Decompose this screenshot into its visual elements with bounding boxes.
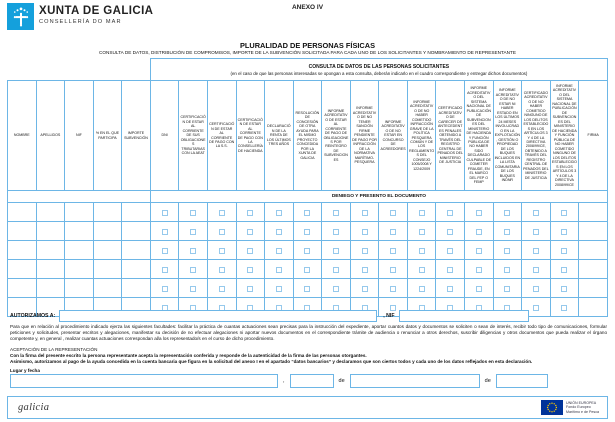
deny-checkbox[interactable] — [533, 286, 539, 292]
deny-checkbox[interactable] — [247, 267, 253, 273]
deny-checkbox-cell — [207, 222, 236, 241]
deny-checkbox[interactable] — [219, 286, 225, 292]
data-entry-cell[interactable] — [65, 222, 94, 241]
data-entry-cell[interactable] — [65, 241, 94, 260]
place-date-label: Lugar y fecha — [10, 368, 40, 373]
eu-label-line2: Fondo Europeo — [566, 405, 591, 410]
deny-checkbox[interactable] — [419, 210, 425, 216]
eu-flag-icon — [541, 400, 563, 415]
data-entry-cell[interactable] — [65, 203, 94, 222]
signature-cell[interactable] — [579, 203, 608, 222]
authorized-person-input[interactable] — [59, 310, 377, 322]
data-entry-cell[interactable] — [36, 279, 65, 298]
deny-checkbox-cell — [265, 241, 294, 260]
deny-checkbox[interactable] — [162, 248, 168, 254]
deny-checkbox-cell — [293, 203, 322, 222]
column-header-19: CERTIFICADO ACREDITATIVO DE NO HABER COMETIDO NINGUNO DE LOS DELITOS ESTABLECIDOS EN LOS ARTÍCULOS 3 Y 4 DE LA DIRECTIVA 2008/99/CE, OBTENIDO A TRAVÉS DEL REGISTRO CENTRAL DE PENADOS DEL MINISTERIO DE JUSTICIA — [522, 81, 551, 191]
deny-checkbox[interactable] — [247, 286, 253, 292]
deny-checkbox-cell — [150, 279, 179, 298]
data-entry-cell[interactable] — [122, 222, 151, 241]
deny-checkbox[interactable] — [447, 267, 453, 273]
column-header-7: CERTIFICACIÓN DE ESTAR AL CORRIENTE DE SUS OBLIGACIONES TRIBUTARIAS CON LA AEAT — [179, 81, 208, 191]
data-entry-cell[interactable] — [93, 241, 122, 260]
deny-checkbox-cell — [293, 241, 322, 260]
deny-checkbox[interactable] — [476, 229, 482, 235]
deny-checkbox-cell — [265, 260, 294, 279]
deny-checkbox[interactable] — [276, 229, 282, 235]
consulta-datos-header — [150, 59, 607, 81]
eu-label-line1: UNIÓN EUROPEA — [566, 400, 597, 405]
deny-checkbox[interactable] — [561, 248, 567, 254]
data-entry-cell[interactable] — [36, 203, 65, 222]
deny-checkbox-cell — [465, 222, 494, 241]
eu-funding-block — [541, 400, 599, 415]
deny-checkbox-cell — [322, 203, 351, 222]
deny-checkbox[interactable] — [504, 248, 510, 254]
deny-checkbox-cell — [379, 203, 408, 222]
deny-checkbox[interactable] — [190, 210, 196, 216]
deny-checkbox-cell — [236, 260, 265, 279]
deny-checkbox-cell — [322, 260, 351, 279]
deny-checkbox-cell — [179, 279, 208, 298]
data-entry-cell[interactable] — [8, 279, 37, 298]
deny-checkbox[interactable] — [533, 267, 539, 273]
deny-checkbox[interactable] — [333, 286, 339, 292]
deny-checkbox-cell — [236, 279, 265, 298]
deny-checkbox-cell — [550, 279, 579, 298]
deny-checkbox-cell — [493, 203, 522, 222]
deniego-row-left-cell — [8, 191, 151, 203]
deny-checkbox[interactable] — [533, 229, 539, 235]
deny-checkbox-cell — [236, 241, 265, 260]
deny-checkbox[interactable] — [447, 210, 453, 216]
consulta-header-spacer — [8, 59, 151, 81]
year-input[interactable] — [496, 374, 548, 388]
deny-checkbox-cell — [379, 260, 408, 279]
eu-label-line3: Marítimo e de Pesca — [566, 409, 599, 414]
day-input[interactable] — [290, 374, 334, 388]
deny-checkbox-cell — [350, 203, 379, 222]
deny-checkbox[interactable] — [504, 267, 510, 273]
data-entry-cell[interactable] — [36, 241, 65, 260]
deny-checkbox-cell — [265, 222, 294, 241]
deny-checkbox-cell — [493, 241, 522, 260]
deny-checkbox-cell — [493, 222, 522, 241]
deny-checkbox-cell — [493, 279, 522, 298]
form-subtitle: CONSULTA DE DATOS, DISTRIBUCIÓN DE COMPROMISOS, IMPORTE DE LA SUBVENCIÓN SOLICITADA PARA CADA UNO DE LOS SOLICITANTES Y NOMBRAMIENTO DE REPRESENTANTE — [98, 50, 516, 55]
place-date-row — [10, 374, 548, 388]
applicant-row-2 — [8, 222, 608, 241]
column-header-2: APELLIDOS — [36, 81, 65, 191]
deny-checkbox[interactable] — [333, 210, 339, 216]
deny-checkbox-cell — [465, 260, 494, 279]
deny-checkbox-cell — [550, 260, 579, 279]
deny-checkbox[interactable] — [390, 267, 396, 273]
deny-checkbox-cell — [207, 241, 236, 260]
signature-cell[interactable] — [579, 279, 608, 298]
deny-checkbox-cell — [150, 241, 179, 260]
applicant-row-3 — [8, 241, 608, 260]
data-entry-cell[interactable] — [65, 279, 94, 298]
data-entry-cell[interactable] — [36, 222, 65, 241]
deny-checkbox-cell — [207, 260, 236, 279]
deny-checkbox-cell — [493, 260, 522, 279]
deny-checkbox[interactable] — [419, 229, 425, 235]
deny-checkbox-cell — [322, 241, 351, 260]
column-header-9: CERTIFICACIÓN DE ESTAR AL CORRIENTE DE PAGO CON LA CONSELLERÍA DE HACIENDA — [236, 81, 265, 191]
deny-checkbox[interactable] — [219, 210, 225, 216]
data-entry-cell[interactable] — [8, 241, 37, 260]
deny-checkbox[interactable] — [476, 267, 482, 273]
deny-checkbox[interactable] — [190, 286, 196, 292]
deny-checkbox-cell — [407, 260, 436, 279]
place-input[interactable] — [10, 374, 278, 388]
data-entry-cell[interactable] — [93, 203, 122, 222]
deny-checkbox[interactable] — [533, 210, 539, 216]
de-label-2: de — [484, 378, 491, 384]
deny-checkbox[interactable] — [333, 248, 339, 254]
deny-checkbox[interactable] — [504, 210, 510, 216]
deny-checkbox-cell — [350, 222, 379, 241]
deny-checkbox[interactable] — [162, 286, 168, 292]
solicitantes-table — [7, 58, 608, 317]
deny-checkbox[interactable] — [419, 267, 425, 273]
column-header-4: % EN EL QUE PARTICIPA — [93, 81, 122, 191]
column-header-17: INFORME ACREDITATIVO DEL SISTEMA NACIONAL DE PUBLICACIÓN DE SUBVENCIONES DEL MINISTERIO DE HACIENDA Y FUNCIÓN PÚBLICA DE NO HABER SIDO DECLARADO CULPABLE DE COMETER FRAUDE, EN EL MARCO DEL FEP O FEMP — [465, 81, 494, 191]
data-entry-cell[interactable] — [36, 260, 65, 279]
deny-checkbox-cell — [207, 279, 236, 298]
data-entry-cell[interactable] — [8, 203, 37, 222]
deny-checkbox[interactable] — [276, 248, 282, 254]
deny-checkbox[interactable] — [190, 248, 196, 254]
nif-input[interactable] — [399, 310, 529, 322]
deny-checkbox-cell — [407, 279, 436, 298]
deny-checkbox-cell — [265, 279, 294, 298]
deny-checkbox[interactable] — [362, 267, 368, 273]
data-entry-cell[interactable] — [122, 260, 151, 279]
acceptance-heading: ACEPTACIÓN DE LA REPRESENTACIÓN — [10, 347, 98, 352]
form-title: PLURALIDAD DE PERSONAS FÍSICAS — [239, 41, 376, 50]
deny-checkbox[interactable] — [362, 210, 368, 216]
org-department: CONSELLERÍA DO MAR — [39, 19, 122, 25]
column-header-10: DECLARACIÓN DE LA RENTA DE LOS ÚLTIMOS TRES AÑOS — [265, 81, 294, 191]
deny-checkbox[interactable] — [561, 229, 567, 235]
deny-checkbox-cell — [150, 260, 179, 279]
deny-checkbox-cell — [179, 260, 208, 279]
deny-checkbox[interactable] — [333, 267, 339, 273]
deny-checkbox-cell — [150, 203, 179, 222]
deny-checkbox-cell — [550, 222, 579, 241]
deny-checkbox-cell — [436, 241, 465, 260]
column-header-1: NOMBRE — [8, 81, 37, 191]
column-header-18: INFORME ACREDITATIVO DE NO ESTAR NI HABER ESTADO EN LOS ÚLTIMOS 24 MESES INVOLUCRADO EN LA EXPLOTACIÓN, GESTIÓN O PROPIEDAD DE LOS BUQUES INCLUIDOS EN LA LISTA COMUNITARIA DE LOS BUQUES INDNR — [493, 81, 522, 191]
deny-checkbox[interactable] — [390, 229, 396, 235]
deny-checkbox[interactable] — [476, 210, 482, 216]
deny-checkbox-cell — [465, 279, 494, 298]
applicant-row-5 — [8, 279, 608, 298]
deny-checkbox-cell — [293, 260, 322, 279]
deny-checkbox[interactable] — [362, 286, 368, 292]
deny-checkbox[interactable] — [304, 267, 310, 273]
deny-checkbox-cell — [322, 222, 351, 241]
deny-checkbox[interactable] — [304, 286, 310, 292]
column-header-20: INFORME ACREDITATIVO DEL SISTEMA NACIONAL DE PUBLICACIÓN DE SUBVENCIONES DEL MINISTERIO DE HACIENDA Y FUNCIÓN PÚBLICA DE NO HABER COMETIDO NINGUNO DE LOS DELITOS ESTABLECIDOS EN LOS ARTÍCULOS 3 Y 4 DE LA DIRECTIVA 2008/99/CE — [550, 81, 579, 191]
deny-checkbox[interactable] — [162, 267, 168, 273]
deny-checkbox-cell — [322, 279, 351, 298]
deny-checkbox[interactable] — [447, 248, 453, 254]
deny-checkbox[interactable] — [247, 210, 253, 216]
data-entry-cell[interactable] — [122, 241, 151, 260]
signature-cell[interactable] — [579, 241, 608, 260]
deny-checkbox[interactable] — [276, 210, 282, 216]
deny-checkbox[interactable] — [447, 229, 453, 235]
deny-checkbox[interactable] — [362, 229, 368, 235]
data-entry-cell[interactable] — [8, 260, 37, 279]
galicia-wordmark-logo: galicia — [18, 402, 50, 413]
deny-checkbox[interactable] — [219, 267, 225, 273]
deny-checkbox-cell — [150, 222, 179, 241]
deny-checkbox-cell — [550, 203, 579, 222]
deny-checkbox[interactable] — [504, 229, 510, 235]
column-header-12: INFORME ACREDITATIVO DE ESTAR AL CORRIENTE DE PAGO DE OBLIGACIONES POR REINTEGRO DE SUBVENCIONES — [322, 81, 351, 191]
deny-checkbox-cell — [522, 222, 551, 241]
consulta-header-note: (en el caso de que las personas interesadas se opongan a esta consulta, deberán indicarlo en el cuadro correspondiente y entregar dichos documentos) — [230, 70, 528, 76]
deny-checkbox-cell — [207, 203, 236, 222]
column-header-11: RESOLUCIÓN DE CONCESIÓN DE OTRA AYUDA PARA EL MISMO PROYECTO CONCEDIDA POR LA XUNTA DE GALICIA — [293, 81, 322, 191]
signature-cell[interactable] — [579, 222, 608, 241]
deny-checkbox[interactable] — [390, 286, 396, 292]
deny-checkbox-cell — [350, 279, 379, 298]
column-header-13: INFORME ACREDITATIVO DE NO TENER SANCIÓN FIRME PENDIENTE DE PAGO POR INFRACCIÓN DE LA NORMATIVA MARÍTIMO-PESQUERA — [350, 81, 379, 191]
deny-checkbox[interactable] — [162, 210, 168, 216]
deny-checkbox[interactable] — [190, 267, 196, 273]
deny-checkbox-cell — [436, 222, 465, 241]
de-label-1: de — [338, 378, 345, 384]
deny-checkbox-cell — [407, 203, 436, 222]
column-header-15: INFORME ACREDITATIVO DE NO HABER COMETIDO INFRACCIÓN GRAVE DE LA POLÍTICA PESQUERA COMÚN Y DE LOS REGLAMENTOS DEL CONSEJO 1005/2008 Y 1224/2009 — [407, 81, 436, 191]
data-entry-cell[interactable] — [122, 279, 151, 298]
deny-checkbox-cell — [265, 203, 294, 222]
deny-checkbox[interactable] — [561, 267, 567, 273]
deny-checkbox[interactable] — [190, 229, 196, 235]
deny-checkbox[interactable] — [247, 248, 253, 254]
authorize-row — [10, 309, 608, 322]
deny-checkbox-cell — [407, 241, 436, 260]
deny-checkbox[interactable] — [533, 248, 539, 254]
column-header-5: IMPORTE SUBVENCIÓN — [122, 81, 151, 191]
deny-checkbox[interactable] — [561, 286, 567, 292]
deny-checkbox-cell — [465, 203, 494, 222]
column-header-14: INFORME ACREDITATIVO DE NO ESTAR EN CONCURSO DE ACREEDORES — [379, 81, 408, 191]
deny-checkbox-cell — [179, 241, 208, 260]
deny-checkbox-cell — [379, 279, 408, 298]
deny-checkbox[interactable] — [561, 210, 567, 216]
applicant-row-1 — [8, 203, 608, 222]
deny-checkbox[interactable] — [162, 229, 168, 235]
deny-checkbox-cell — [236, 222, 265, 241]
deny-checkbox-cell — [379, 222, 408, 241]
column-header-16: CERTIFICADO ACREDITATIVO DE CARECER DE ANTECEDENTES PENALES OBTENIDO A TRAVÉS DEL REGISTRO CENTRAL DE PENADOS DEL MINISTERIO DE JUSTICIA — [436, 81, 465, 191]
column-header-3: NIF — [65, 81, 94, 191]
deny-checkbox-cell — [465, 241, 494, 260]
deny-checkbox[interactable] — [419, 286, 425, 292]
column-header-21: FIRMA — [579, 81, 608, 191]
data-entry-cell[interactable] — [8, 222, 37, 241]
deny-checkbox-cell — [522, 279, 551, 298]
deny-checkbox-cell — [436, 279, 465, 298]
deny-checkbox-cell — [350, 260, 379, 279]
deniego-row-label: DENIEGO Y PRESENTO EL DOCUMENTO — [150, 191, 607, 203]
deny-checkbox-cell — [179, 203, 208, 222]
data-entry-cell[interactable] — [122, 203, 151, 222]
deny-checkbox[interactable] — [304, 210, 310, 216]
nif-label: , NIF — [383, 312, 395, 319]
authorize-label: AUTORIZAMOS A: — [10, 312, 56, 319]
deny-checkbox[interactable] — [476, 248, 482, 254]
signature-cell[interactable] — [579, 260, 608, 279]
deny-checkbox-cell — [379, 241, 408, 260]
deny-checkbox[interactable] — [276, 286, 282, 292]
deny-checkbox[interactable] — [362, 248, 368, 254]
column-header-6: DNI — [150, 81, 179, 191]
data-entry-cell[interactable] — [93, 260, 122, 279]
page-footer — [7, 396, 608, 419]
deny-checkbox[interactable] — [419, 248, 425, 254]
deny-checkbox-cell — [550, 241, 579, 260]
column-header-8: CERTIFICACIÓN DE ESTAR AL CORRIENTE DE PAGO CON LA S.S. — [207, 81, 236, 191]
deny-checkbox-cell — [522, 260, 551, 279]
deny-checkbox[interactable] — [504, 286, 510, 292]
deny-checkbox-cell — [436, 260, 465, 279]
data-entry-cell[interactable] — [93, 222, 122, 241]
applicant-row-4 — [8, 260, 608, 279]
deny-checkbox-cell — [436, 203, 465, 222]
deny-checkbox-cell — [293, 279, 322, 298]
month-input[interactable] — [350, 374, 480, 388]
mandate-paragraph: Para que en relación al procedimiento indicado ejerza las siguientes facultades: facilitar la práctica de cuantas actuaciones sean precisas para la instrucción del expediente, aportar cuantos datos y documentos se soliciten o sean de interés, recibir todo tipo de comunicaciones, formular peticiones y solicitudes, presentar escritos y alegaciones, manifestar su decisión de no efectuar alegaciones ni aportar nuevos documentos en el correspondiente trámite de audiencia o renunciar a otros derechos, suscribir diligencias y otros documentos que pueda realizar el órgano competente y, en general , realizar cuantas actuaciones correspondan al/a los representado/s en el curso de dicho procedimiento. — [10, 324, 607, 341]
deny-checkbox-cell — [293, 222, 322, 241]
acceptance-line1: Con la firma del presente escrito la persona representante acepta la representación conferida y responde de la autenticidad de la firma de las personas otorgantes. — [10, 353, 367, 358]
deny-checkbox[interactable] — [390, 210, 396, 216]
data-entry-cell[interactable] — [93, 279, 122, 298]
deny-checkbox[interactable] — [304, 229, 310, 235]
comma-separator: , — [283, 378, 285, 384]
deny-checkbox-cell — [407, 222, 436, 241]
deny-checkbox[interactable] — [390, 248, 396, 254]
consulta-header-title: CONSULTA DE DATOS DE LAS PERSONAS SOLICITANTES — [308, 63, 450, 70]
deny-checkbox-cell — [350, 241, 379, 260]
deny-checkbox-cell — [179, 222, 208, 241]
deny-checkbox[interactable] — [333, 229, 339, 235]
deny-checkbox-cell — [236, 203, 265, 222]
deny-checkbox[interactable] — [447, 286, 453, 292]
data-entry-cell[interactable] — [65, 260, 94, 279]
annex-label: ANEXO IV — [291, 4, 324, 11]
deny-checkbox[interactable] — [304, 248, 310, 254]
deny-checkbox-cell — [522, 203, 551, 222]
deny-checkbox-cell — [522, 241, 551, 260]
deny-checkbox[interactable] — [247, 229, 253, 235]
deny-checkbox[interactable] — [219, 229, 225, 235]
org-name: XUNTA DE GALICIA — [39, 5, 154, 17]
deny-checkbox[interactable] — [219, 248, 225, 254]
deny-checkbox[interactable] — [476, 286, 482, 292]
acceptance-line2: Asimismo, autorizamos al pago de la ayuda concedida en la cuenta bancaria que figura en la solicitud del anexo I en el apartado “datos bancarios” y declaramos que son ciertos todos y cada uno de los datos reflejados en esta declaración. — [10, 359, 533, 364]
deny-checkbox[interactable] — [276, 267, 282, 273]
